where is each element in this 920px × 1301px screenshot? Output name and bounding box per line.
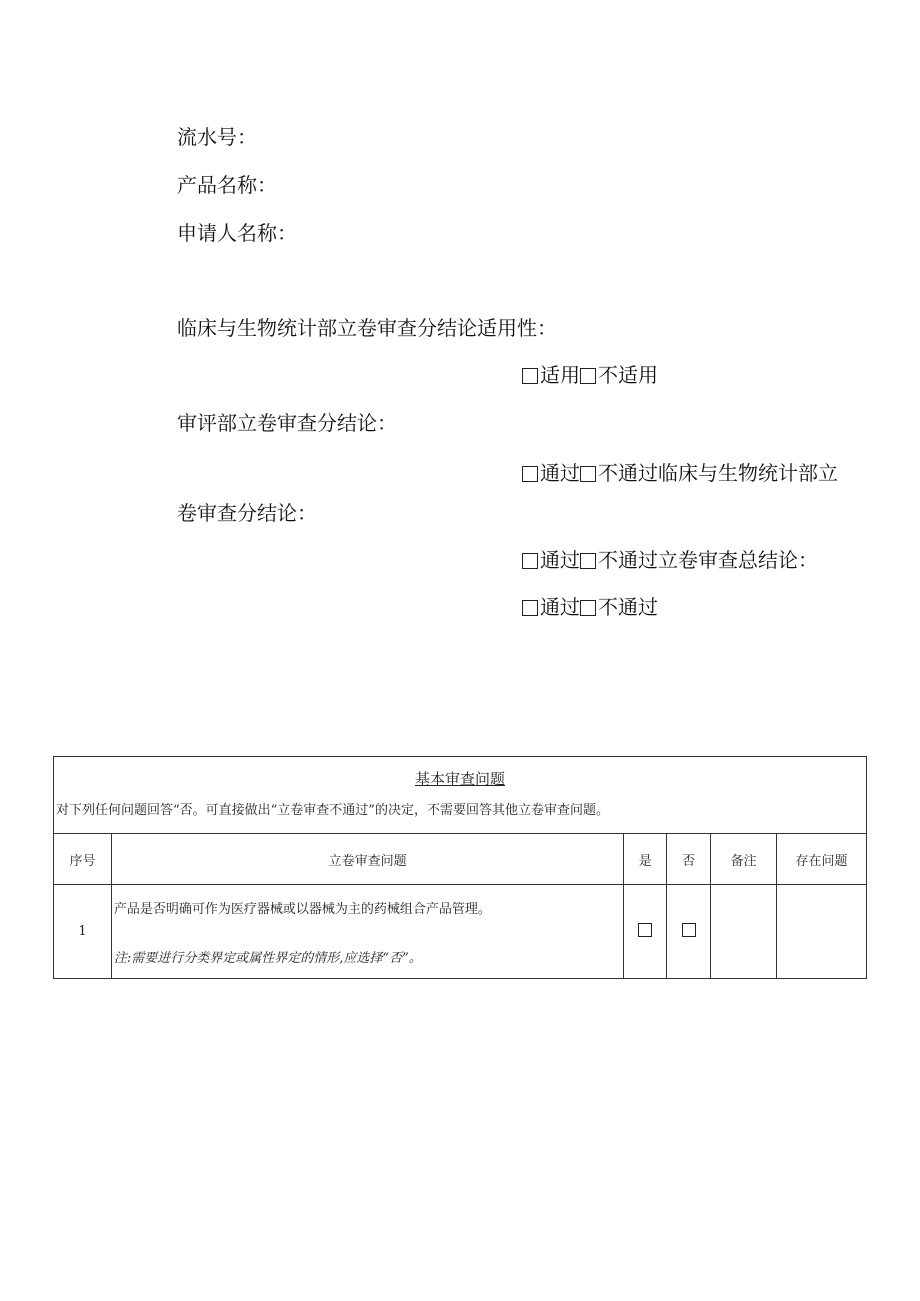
table-header-row	[54, 834, 867, 885]
issue-cell[interactable]	[777, 885, 867, 979]
basic-review-table	[53, 756, 867, 979]
not-applicable-label: 不适用	[598, 363, 658, 387]
header-issue: 存在问题	[777, 834, 867, 885]
header-no: 序号	[54, 834, 112, 885]
fail-checkbox-1[interactable]	[580, 466, 596, 482]
applicant-name-label: 申请人名称：	[177, 221, 297, 245]
header-yes: 是	[624, 834, 667, 885]
total-conclusion-options	[522, 593, 658, 621]
review-dept-label: 审评部立卷审查分结论：	[177, 411, 397, 435]
no-checkbox[interactable]	[682, 923, 696, 937]
pass-label-3: 通过	[540, 595, 580, 619]
table-title-cell	[54, 757, 867, 834]
review-dept-options	[522, 459, 838, 487]
applicable-label: 适用	[540, 363, 580, 387]
row-note: 注:需要进行分类界定或属性界定的情形,应选择“否”。	[113, 950, 422, 966]
clinical-applicability-label: 临床与生物统计部立卷审查分结论适用性：	[177, 316, 557, 340]
product-name-label: 产品名称：	[177, 173, 277, 197]
table-row	[54, 885, 867, 979]
yes-checkbox[interactable]	[638, 923, 652, 937]
pass-checkbox-3[interactable]	[522, 600, 538, 616]
fail-checkbox-2[interactable]	[580, 553, 596, 569]
not-applicable-checkbox[interactable]	[580, 368, 596, 384]
clinical-conclusion-options	[522, 546, 818, 574]
fail-label-3: 不通过	[598, 595, 658, 619]
fail-label-2: 不通过立卷审查总结论：	[598, 548, 818, 572]
serial-no-label: 流水号：	[177, 125, 257, 149]
pass-checkbox-2[interactable]	[522, 553, 538, 569]
remark-cell[interactable]	[711, 885, 777, 979]
row-number: 1	[54, 885, 112, 979]
fail-checkbox-3[interactable]	[580, 600, 596, 616]
table-title: 基本审查问题	[414, 770, 505, 788]
applicable-checkbox[interactable]	[522, 368, 538, 384]
no-cell	[667, 885, 711, 979]
table-instruction: 对下列任何问题回答“否。可直接做出“立卷审查不通过”的决定，不需要回答其他立卷审查问题。	[56, 803, 609, 818]
fail-label-1: 不通过临床与生物统计部立	[598, 461, 838, 485]
header-remark: 备注	[711, 834, 777, 885]
row-question: 产品是否明确可作为医疗器械或以器械为主的药械组合产品管理。	[113, 901, 491, 917]
pass-checkbox-1[interactable]	[522, 466, 538, 482]
pass-label-1: 通过	[540, 461, 580, 485]
pass-label-2: 通过	[540, 548, 580, 572]
row-question-cell	[111, 885, 623, 979]
clinical-conclusion-label: 卷审查分结论：	[177, 501, 317, 525]
applicability-options	[522, 361, 658, 389]
header-no-answer: 否	[667, 834, 711, 885]
header-question: 立卷审查问题	[111, 834, 623, 885]
yes-cell	[624, 885, 667, 979]
